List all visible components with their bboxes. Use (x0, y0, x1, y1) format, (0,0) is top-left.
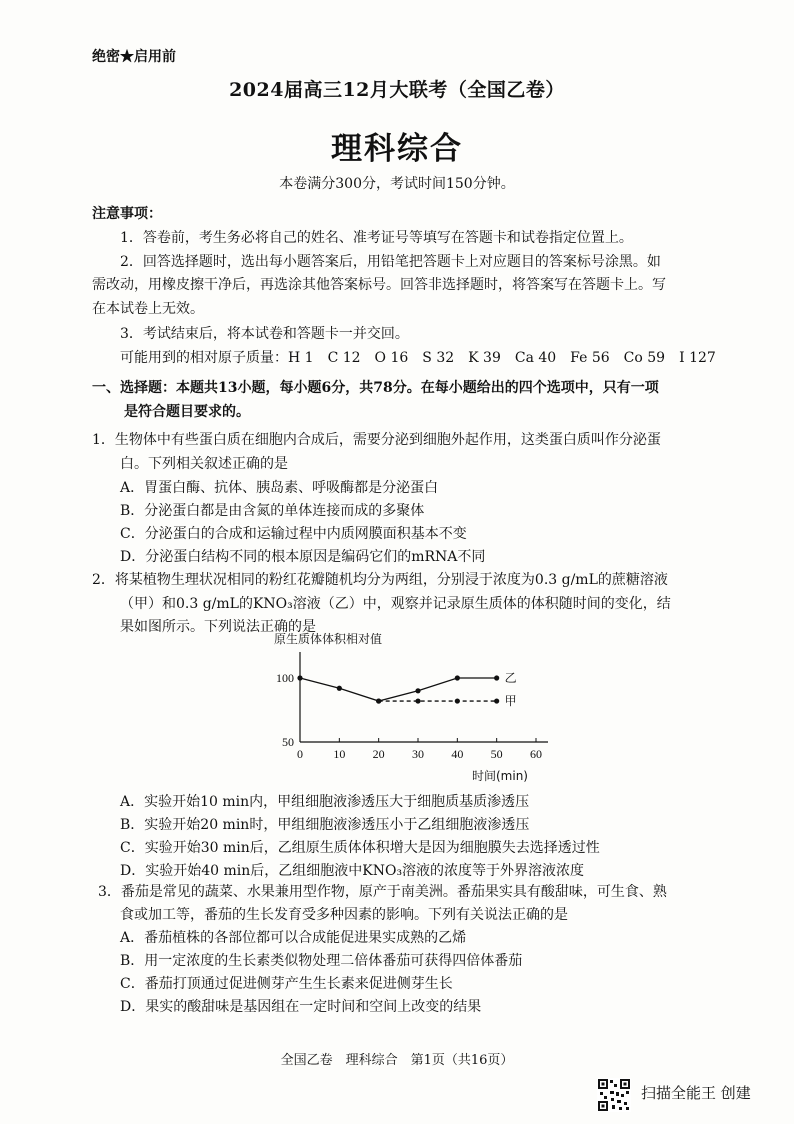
chart-data-point (415, 688, 420, 693)
q1-option-a: A．胃蛋白酶、抗体、胰岛素、呼吸酶都是分泌蛋白 (120, 480, 439, 496)
chart-data-point (415, 698, 420, 703)
q3-option-d: D．果实的酸甜味是基因组在一定时间和空间上改变的结果 (120, 999, 482, 1015)
chart-series-line-乙 (300, 678, 497, 701)
q2-option-a: A．实验开始10 min内，甲组细胞液渗透压大于细胞质基质渗透压 (120, 794, 530, 810)
q3-option-b: B．用一定浓度的生长素类似物处理二倍体番茄可获得四倍体番茄 (120, 953, 523, 969)
chart-x-tick-label: 0 (297, 747, 303, 761)
section-heading-line-2: 是符合题目要求的。 (124, 404, 250, 420)
notice-line-4: 在本试卷上无效。 (92, 301, 204, 317)
notice-line-3: 需改动，用橡皮擦干净后，再选涂其他答案标号。回答非选择题时，将答案写在答题卡上。写 (92, 277, 666, 293)
chart-x-axis-label: 时间(min) (472, 769, 528, 783)
chart-x-tick-label: 40 (451, 747, 464, 761)
notice-line-5: 3．考试结束后，将本试卷和答题卡一并交回。 (120, 326, 409, 342)
chart-x-tick-label: 10 (333, 747, 346, 761)
scanner-qr-code (597, 1078, 631, 1112)
chart-data-point (297, 675, 302, 680)
protoplast-volume-chart (268, 628, 558, 788)
notice-line-1: 1．答卷前，考生务必将自己的姓名、准考证号等填写在答题卡和试卷指定位置上。 (120, 230, 633, 246)
q3-option-a: A．番茄植株的各部位都可以合成能促进果实成熟的乙烯 (120, 930, 467, 946)
chart-y-tick-label: 100 (276, 671, 294, 685)
chart-x-tick-label: 20 (372, 747, 385, 761)
atomic-masses: 可能用到的相对原子质量：H 1 C 12 O 16 S 32 K 39 Ca 40 Fe 56 Co 59 I 127 (120, 350, 716, 366)
qr-code-icon (597, 1078, 631, 1112)
q3-stem-line-1: 3．番茄是常见的蔬菜、水果兼用型作物，原产于南美洲。番茄果实具有酸甜味，可生食、熟 (98, 884, 667, 900)
score-info: 本卷满分300分，考试时间150分钟。 (279, 176, 515, 192)
q2-option-b: B．实验开始20 min时，甲组细胞液渗透压小于乙组细胞液渗透压 (120, 817, 530, 833)
exam-title: 2024届高三12月大联考（全国乙卷） (229, 79, 565, 101)
notice-heading: 注意事项： (92, 206, 162, 222)
chart-series-label: 乙 (504, 671, 517, 685)
chart-series-label: 甲 (504, 694, 517, 709)
subject-title: 理科综合 (331, 131, 463, 167)
section-heading-line-1: 一、选择题：本题共13小题，每小题6分，共78分。在每小题给出的四个选项中，只有一项 (92, 380, 659, 396)
q1-option-c: C．分泌蛋白的合成和运输过程中内质网膜面积基本不变 (120, 526, 467, 542)
confidential-label: 绝密★启用前 (92, 49, 176, 65)
q3-option-c: C．番茄打顶通过促进侧芽产生生长素来促进侧芽生长 (120, 976, 453, 992)
q1-stem-line-1: 1．生物体中有些蛋白质在细胞内合成后，需要分泌到细胞外起作用，这类蛋白质叫作分泌蛋 (92, 432, 661, 448)
q1-option-d: D．分泌蛋白结构不同的根本原因是编码它们的mRNA不同 (120, 549, 486, 565)
chart-x-tick-label: 60 (530, 747, 542, 761)
chart-data-point (455, 675, 460, 680)
q1-option-b: B．分泌蛋白都是由含氮的单体连接而成的多聚体 (120, 503, 425, 519)
chart-data-point (376, 698, 381, 703)
chart-data-point (494, 675, 499, 680)
page-footer: 全国乙卷 理科综合 第1页（共16页） (280, 1053, 514, 1068)
q1-stem-line-2: 白。下列相关叙述正确的是 (120, 456, 288, 472)
chart-y-axis-label: 原生质体体积相对值 (274, 632, 383, 646)
q3-stem-line-2: 食或加工等，番茄的生长发育受多种因素的影响。下列有关说法正确的是 (120, 907, 568, 923)
notice-line-2: 2．回答选择题时，选出每小题答案后，用铅笔把答题卡上对应题目的答案标号涂黑。如 (120, 254, 661, 270)
chart-y-tick-label: 50 (282, 735, 294, 749)
chart-data-point (337, 686, 342, 691)
q2-option-d: D．实验开始40 min后，乙组细胞液中KNO₃溶液的浓度等于外界溶液浓度 (120, 863, 585, 879)
q2-option-c: C．实验开始30 min后，乙组原生质体体积增大是因为细胞膜失去选择透过性 (120, 840, 600, 856)
q2-stem-line-2: （甲）和0.3 g/mL的KNO₃溶液（乙）中，观察并记录原生质体的体积随时间的变化，结 (120, 596, 671, 612)
q2-stem-line-3: 果如图所示。下列说法正确的是 (120, 619, 316, 635)
q2-stem-line-1: 2．将某植物生理状况相同的粉红花瓣随机均分为两组，分别浸于浓度为0.3 g/mL的蔗糖溶液 (92, 572, 668, 588)
chart-data-point (455, 698, 460, 703)
chart-x-tick-label: 30 (412, 747, 424, 761)
scanner-watermark-text: 扫描全能王 创建 (641, 1084, 751, 1102)
chart-x-tick-label: 50 (490, 747, 503, 761)
chart-data-point (494, 698, 499, 703)
